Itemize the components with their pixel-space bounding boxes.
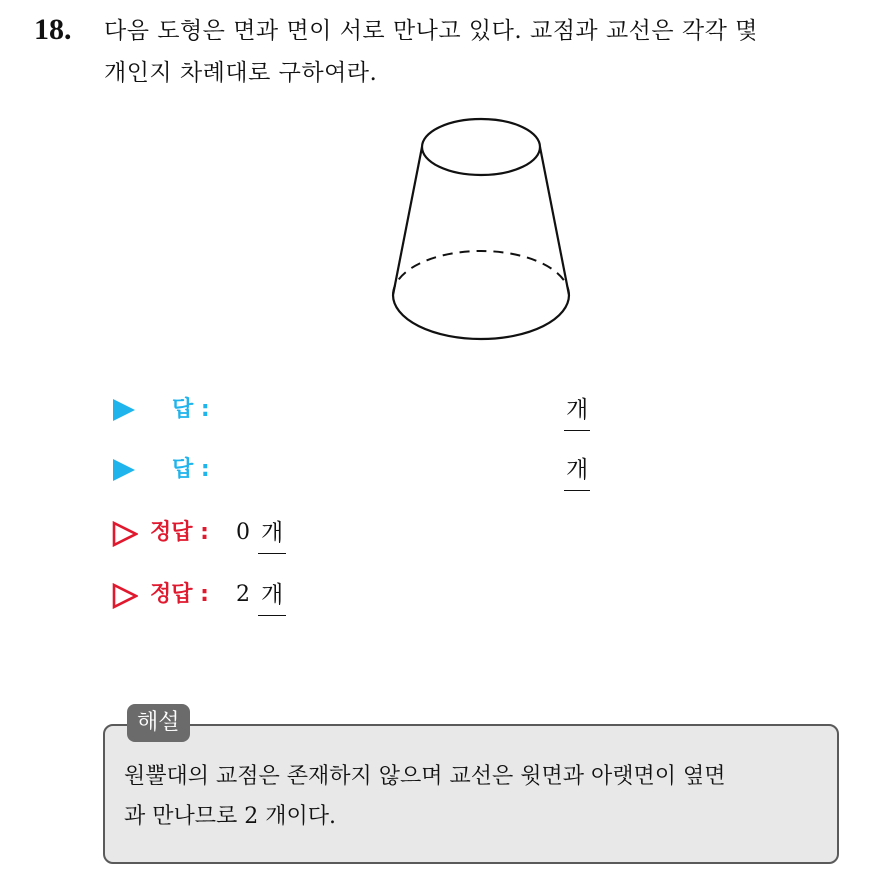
answer-label: 답 : [172, 397, 210, 422]
correct-answer-value: 2 [236, 582, 250, 607]
correct-answer-label: 정답 : [150, 520, 209, 545]
answer-row-2 [112, 450, 612, 490]
outline-triangle-icon [112, 521, 138, 547]
explanation-box [103, 724, 839, 864]
correct-answer-row-2 [112, 575, 612, 615]
truncated-cone-figure [388, 112, 576, 352]
correct-answer-row-1 [112, 513, 612, 553]
answer-unit: 개 [564, 450, 590, 491]
correct-answer-value: 0 [236, 520, 250, 545]
correct-answer-unit: 개 [258, 575, 286, 616]
filled-triangle-icon [112, 458, 136, 482]
answer-label: 답 : [172, 457, 210, 482]
answer-unit: 개 [564, 390, 590, 431]
explanation-text-line2: 과 만나므로 2 개이다. [124, 804, 336, 829]
filled-triangle-icon [112, 398, 136, 422]
truncated-cone-icon [388, 112, 576, 348]
question-text-line2: 개인지 차례대로 구하여라. [104, 60, 378, 86]
question-number: 18. [34, 13, 72, 46]
explanation-text-line1: 원뿔대의 교점은 존재하지 않으며 교선은 윗면과 아랫면이 옆면 [124, 764, 726, 789]
correct-answer-label: 정답 : [150, 582, 209, 607]
outline-triangle-icon [112, 583, 138, 609]
question-text-line1: 다음 도형은 면과 면이 서로 만나고 있다. 교점과 교선은 각각 몇 [104, 18, 758, 44]
correct-answer-unit: 개 [258, 513, 286, 554]
answer-row-1 [112, 390, 612, 430]
explanation-tag: 해설 [127, 704, 190, 742]
